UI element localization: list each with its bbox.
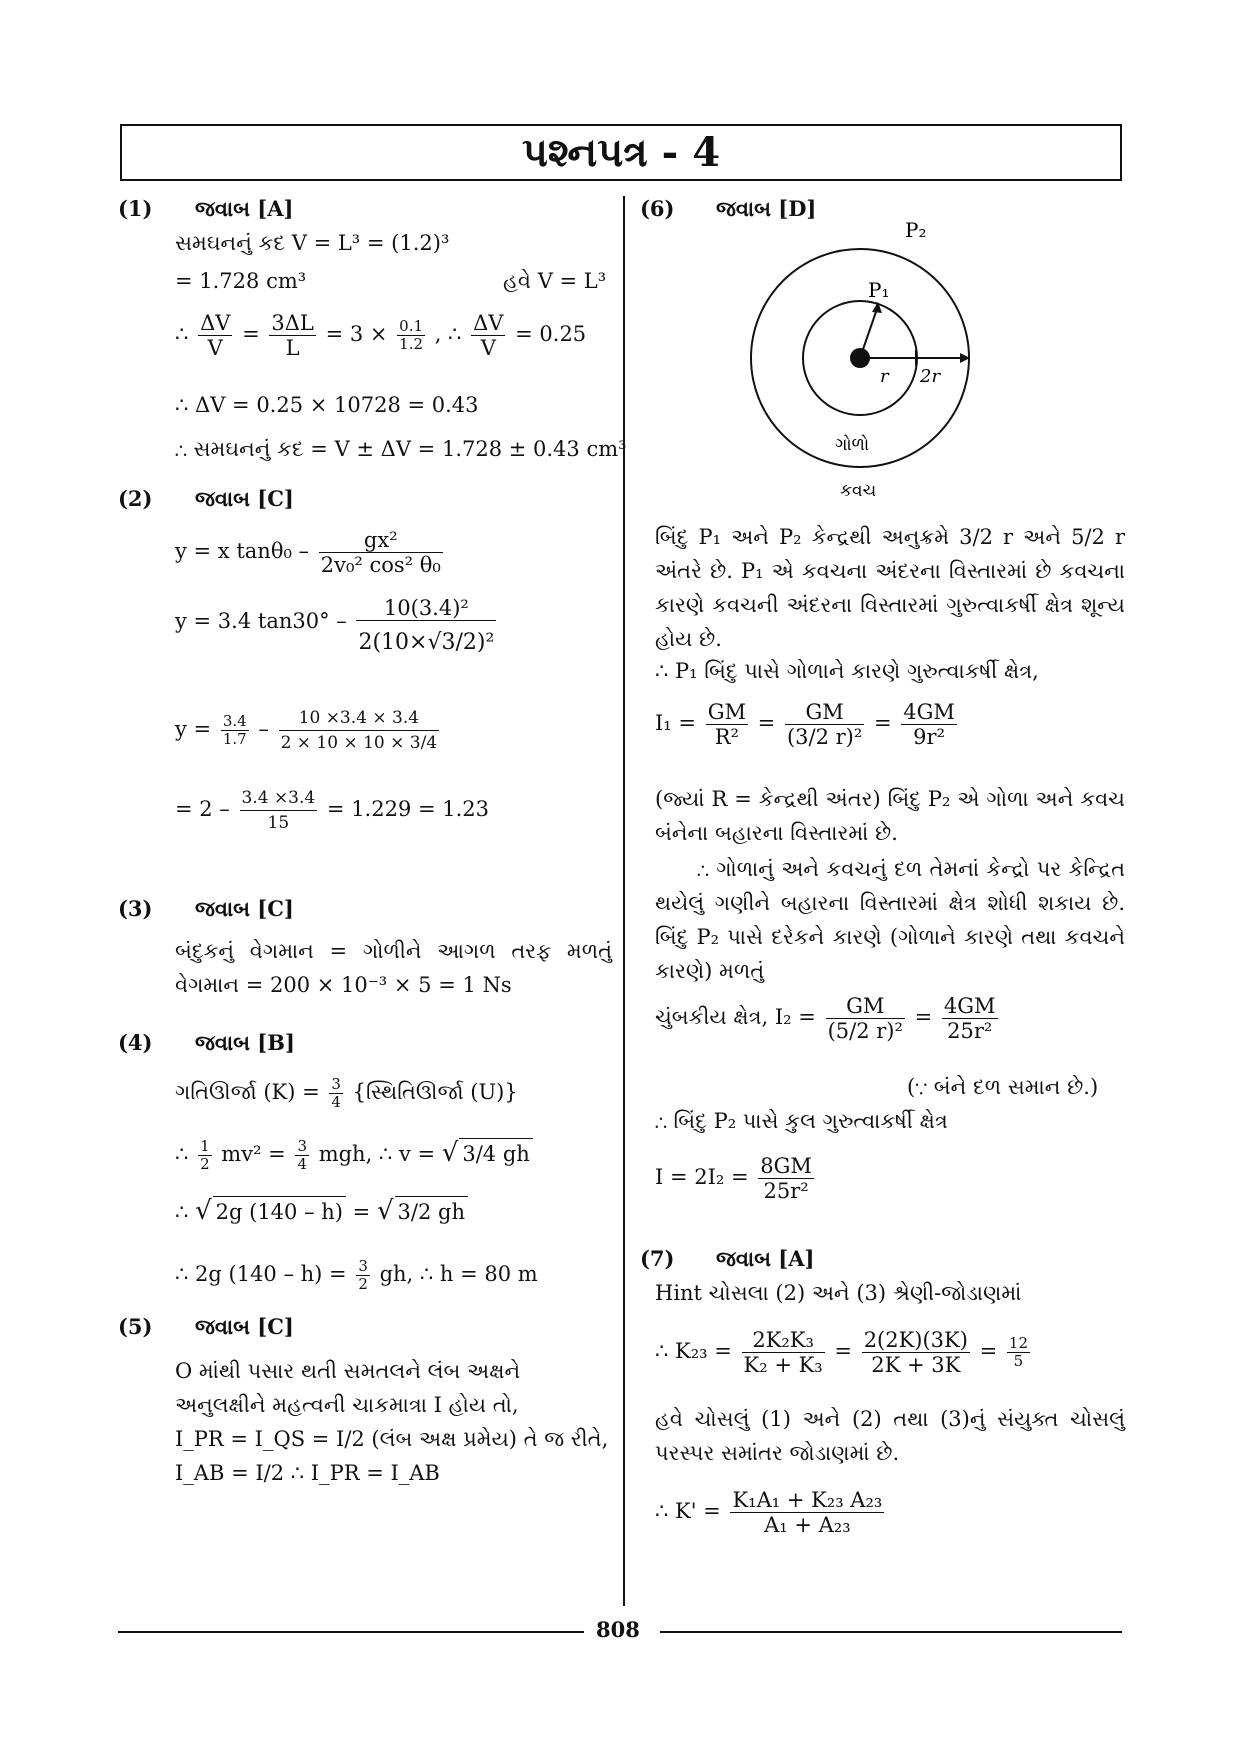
q4-line-2: ∴ $\frac{1}{2}$ mv² = $\frac{3}{4}$ mgh, ∴ v = √ 3/4 gh — [175, 1138, 533, 1173]
question-number: (2) — [118, 486, 153, 511]
expr: = 3 × — [325, 322, 388, 346]
q6-eq-2: ચુંબકીય ક્ષેત્ર, I₂ = $\frac{GM}{\text{(5/2 r)²}}$ = $\frac{4GM}{\text{25r²}}$ — [655, 994, 996, 1043]
q5-line-2: અનુલક્ષીને મહત્વની ચાકમાત્રા I હોય તો, — [175, 1393, 519, 1417]
q1-line-2b: હવે V = L³ — [503, 269, 607, 293]
page-number: 808 — [596, 1617, 640, 1642]
fraction: $\frac{3}{2}$ — [358, 1257, 368, 1293]
q2-line-3: y = $\frac{3.4}{1.7}$ – $\frac{10 \times 3.4 \times 3.4}{2 \times 10 \times 10 \times 3/4}$ — [175, 708, 438, 753]
q4-line-4: ∴ 2g (140 – h) = $\frac{3}{2}$ gh, ∴ h = 80 m — [175, 1257, 538, 1293]
sqrt-icon: √ — [195, 1196, 212, 1226]
footer-rule-right — [660, 1631, 1122, 1633]
answer-label: જવાબ [B] — [195, 1030, 295, 1055]
question-number: (5) — [118, 1314, 153, 1339]
fraction: $\frac{\text{gx²}}{\text{2v₀² cos² θ₀}}$ — [320, 528, 441, 577]
fraction: $\frac{3}{4}$ — [331, 1075, 341, 1111]
fraction: $\frac{4GM}{\text{25r²}}$ — [943, 994, 996, 1043]
label-sphere: ગોળો — [835, 435, 870, 455]
fraction: $\frac{GM}{\text{(3/2 r)²}}$ — [786, 700, 863, 749]
question-number: (1) — [118, 196, 153, 221]
column-divider — [623, 196, 625, 1606]
expr: = 0.25 — [515, 322, 587, 346]
q4-line-1: ગતિઊર્જા (K) = $\frac{3}{4}$ {સ્થિતિઊર્જા (U)} — [175, 1075, 518, 1111]
fraction: $\frac{3}{4}$ — [297, 1137, 307, 1173]
answer-label: જવાબ [A] — [195, 196, 294, 221]
q1-line-2a: = 1.728 cm³ — [175, 269, 307, 293]
fraction: $\frac{1}{2}$ — [200, 1137, 210, 1173]
question-7 — [640, 1244, 1125, 1574]
fraction: $\frac{\text{K₁A₁ + K₂₃ A₂₃}}{\text{A₁ + A₂₃}}$ — [732, 1488, 883, 1537]
footer-rule-left — [118, 1631, 584, 1633]
sqrt-icon: √ — [376, 1196, 394, 1226]
question-5 — [118, 1312, 612, 1492]
fraction: $\frac{10 \times 3.4 \times 3.4}{2 \times 10 \times 10 \times 3/4}$ — [280, 708, 438, 753]
therefore: ∴ — [175, 322, 189, 346]
fraction: $\frac{\text{2K₂K₃}}{\text{K₂ + K₃}}$ — [743, 1328, 823, 1377]
answer-label: જવાબ [A] — [716, 1246, 815, 1271]
label-r: r — [880, 366, 889, 387]
fraction: $\frac{GM}{\text{(5/2 r)²}}$ — [827, 994, 903, 1043]
equals: = — [242, 322, 260, 346]
fraction: $\frac{3\Delta L}{L}$ — [271, 311, 314, 360]
q7-eq-2: ∴ K' = $\frac{\text{K₁A₁ + K₂₃ A₂₃}}{\text{A₁ + A₂₃}}$ — [655, 1488, 883, 1537]
q5-line-4: I_AB = I/2 ∴ I_PR = I_AB — [175, 1461, 440, 1485]
question-number: (3) — [118, 896, 153, 921]
question-1 — [118, 194, 627, 484]
q7-paragraph: હવે ચોસલું (1) અને (2) તથા (3)નું સંયુક્ત ચોસલું પરસ્પર સમાંતર જોડાણમાં છે. — [655, 1407, 1125, 1465]
answer-label: જવાબ [D] — [716, 196, 817, 221]
question-3 — [118, 894, 612, 1028]
q3-text: બંદુકનું વેગમાન = ગોળીને આગળ તરફ મળતું વેગમાન = 200 × 10⁻³ × 5 = 1 Ns — [175, 939, 612, 997]
q1-line-4: ∴ ΔV = 0.25 × 10728 = 0.43 — [175, 393, 479, 417]
sqrt-content: 3/2 gh — [395, 1196, 468, 1227]
question-number: (7) — [640, 1246, 675, 1271]
right-column — [640, 194, 1125, 1574]
sqrt-content: 3/4 gh — [459, 1138, 532, 1169]
expr: , ∴ — [434, 322, 462, 346]
fraction: $\frac{\text{10(3.4)²}}{\text{2(10×√3/2)²}}$ — [358, 596, 495, 655]
label-p1: P₁ — [868, 278, 890, 302]
sqrt-content: 2g (140 – h) — [213, 1196, 346, 1227]
answer-label: જવાબ [C] — [195, 486, 294, 511]
q6-paragraph-4: ∴ ગોળાનું અને કવચનું દળ તેમનાં કેન્દ્રો પર કેન્દ્રિત થયેલું ગણીને બહારના વિસ્તારમાં ક્ષેત્ર શોધી શકાય છે. બિંદુ P₂ પાસે દરેકને કારણે (ગોળાને કારણે તથા કવચને કારણે) મળતું — [655, 857, 1125, 983]
q4-line-3: ∴ √ 2g (140 – h) = √ 3/2 gh — [175, 1196, 468, 1227]
radius-arrow-p1 — [860, 306, 878, 358]
question-number: (6) — [640, 196, 675, 221]
q1-line-3 — [175, 311, 586, 360]
q6-paragraph-2: ∴ P₁ બિંદુ પાસે ગોળાને કારણે ગુરુત્વાકર્ષી ક્ષેત્ર, — [655, 659, 1039, 683]
question-4 — [118, 1028, 612, 1312]
label-2r: 2r — [920, 366, 941, 387]
q6-eq-3: I = 2I₂ = $\frac{8GM}{\text{25r²}}$ — [655, 1154, 812, 1203]
q6-paragraph-6: ∴ બિંદુ P₂ પાસે કુલ ગુરુત્વાકર્ષી ક્ષેત્ર — [655, 1109, 948, 1133]
q2-line-2: y = 3.4 tan30° – $\frac{\text{10(3.4)²}}{\text{2(10×√3/2)²}}$ — [175, 606, 499, 665]
q2-line-4: = 2 – $\frac{3.4 \times 3.4}{15}$ = 1.229 = 1.23 — [175, 788, 490, 833]
question-2 — [118, 484, 612, 894]
answer-label: જવાબ [C] — [195, 1314, 294, 1339]
fraction: $\frac{0.1}{1.2}$ — [399, 317, 424, 353]
q6-paragraph-1: બિંદુ P₁ અને P₂ કેન્દ્રથી અનુક્રમે 3/2 r અને 5/2 r અંતરે છે. P₁ એ કવચના અંદરના વિસ્તારમાં છે કવચના કારણે કવચની અંદરના વિસ્તારમાં ગુરુત્વાકર્ષી ક્ષેત્ર શૂન્ય હોય છે. — [655, 525, 1125, 651]
q2-line-1: y = x tanθ₀ – $\frac{\text{gx²}}{\text{2v₀² cos² θ₀}}$ — [175, 528, 441, 577]
fraction: $\frac{\Delta V}{V}$ — [200, 311, 231, 360]
q7-eq-1: ∴ K₂₃ = $\frac{\text{2K₂K₃}}{\text{K₂ + K₃}}$ = $\frac{2(2K)(3K)}{2K + 3K}$ = $\frac{12}{5}$ — [655, 1328, 1028, 1377]
fraction: $\frac{GM}{\text{R²}}$ — [707, 700, 746, 749]
left-column — [118, 194, 627, 1492]
q5-line-3: I_PR = I_QS = I/2 (લંબ અક્ષ પ્રમેય) તે જ રીતે, — [175, 1427, 609, 1451]
question-6 — [640, 194, 1125, 1244]
q5-line-1: O માંથી પસાર થતી સમતલને લંબ અક્ષને — [175, 1359, 521, 1383]
q6-note: (∵ બંને દળ સમાન છે.) — [907, 1075, 1099, 1099]
fraction: $\frac{3.4 \times 3.4}{15}$ — [241, 788, 316, 833]
fraction: $\frac{4GM}{\text{9r²}}$ — [903, 700, 955, 749]
q6-paragraph-3: (જ્યાં R = કેન્દ્રથી અંતર) બિંદુ P₂ એ ગોળા અને કવચ બંનેના બહારના વિસ્તારમાં છે. — [655, 787, 1125, 845]
q1-line-5: ∴ સમઘનનું કદ = V ± ΔV = 1.728 ± 0.43 cm³ — [175, 437, 627, 461]
shell-diagram — [740, 214, 1000, 504]
fraction: $\frac{\Delta V}{V}$ — [473, 311, 504, 360]
question-number: (4) — [118, 1030, 153, 1055]
sqrt-icon: √ — [441, 1138, 459, 1168]
q7-line-1: Hint ચોસલા (2) અને (3) શ્રેણી-જોડાણમાં — [655, 1281, 1022, 1305]
q1-line-1: સમઘનનું કદ V = L³ = (1.2)³ — [175, 231, 450, 255]
q6-eq-1: I₁ = $\frac{GM}{\text{R²}}$ = $\frac{GM}{\text{(3/2 r)²}}$ = $\frac{4GM}{\text{9r²}}$ — [655, 700, 955, 749]
fraction: $\frac{2(2K)(3K)}{2K + 3K}$ — [863, 1328, 968, 1377]
fraction: $\frac{3.4}{1.7}$ — [222, 712, 247, 748]
answer-label: જવાબ [C] — [195, 896, 294, 921]
page-title: પશ્નપત્ર - 4 — [120, 124, 1122, 181]
label-p2: P₂ — [905, 218, 927, 242]
fraction: $\frac{12}{5}$ — [1008, 1334, 1028, 1370]
label-shell: કવચ — [840, 481, 877, 501]
fraction: $\frac{8GM}{\text{25r²}}$ — [760, 1154, 812, 1203]
